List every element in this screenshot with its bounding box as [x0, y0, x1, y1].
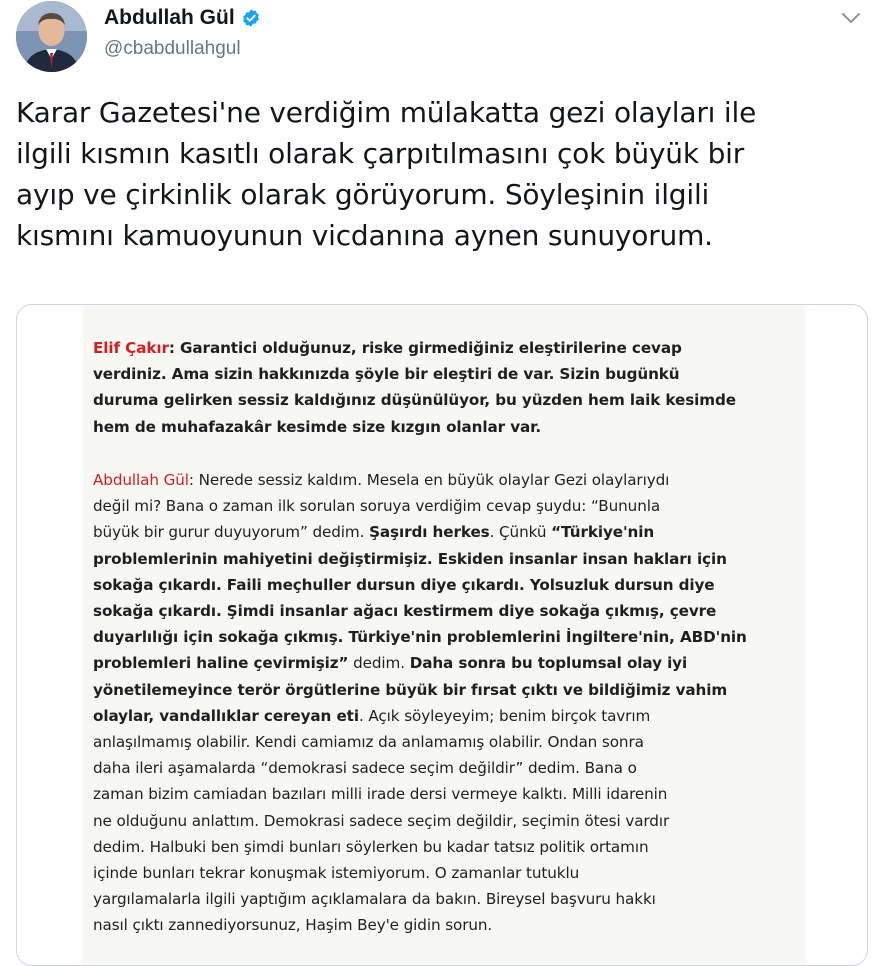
paragraph-line: sokağa çıkardı. Şimdi insanlar ağacı kestirmem diye sokağa çıkmış, çevre: [93, 602, 717, 621]
paragraph-line: Şaşırdı herkes: [369, 523, 490, 542]
paragraph-line: dedim. Halbuki ben şimdi bunları söylerken bu kadar tatsız politik ortamın: [93, 837, 649, 856]
attached-image-card[interactable]: [16, 304, 868, 966]
paragraph-line: içinde bunları tekrar konuşmak istemiyorum. O zamanlar tutuklu: [93, 864, 580, 883]
tweet-text-line: Karar Gazetesi'ne verdiğim mülakatta gezi olayları ile: [16, 96, 757, 129]
tweet-text: [16, 92, 866, 256]
user-handle[interactable]: @cbabdullahgul: [104, 38, 241, 59]
paragraph-line: “Türkiye'nin: [551, 523, 655, 542]
paragraph-line: daha ileri aşamalarda “demokrasi sadece seçim değildir” dedim. Bana o: [93, 759, 637, 778]
paragraph-line: : Garantici olduğunuz, riske girmediğiniz eleştirilerine cevap: [168, 339, 682, 357]
paragraph-line: değil mi? Bana o zaman ilk sorulan soruya verdiğim cevap şuydu: “Bununla: [93, 497, 661, 516]
chevron-down-icon[interactable]: [840, 10, 862, 26]
paragraph-line: duyarlılığı için sokağa çıkmış. Türkiye'nin problemlerini İngiltere'nin, ABD'nin: [93, 628, 747, 647]
paragraph-line: Daha sonra bu toplumsal olay iyi: [409, 654, 688, 673]
paragraph-line: . Açık söyleyeyim; benim birçok tavrım: [358, 706, 651, 725]
answer-paragraph: [93, 467, 793, 939]
paragraph-line: problemleri haline çevirmişiz”: [93, 654, 349, 673]
speaker-label: Elif Çakır: [93, 339, 169, 357]
paragraph-line: nasıl çıktı zannediyorsunuz, Haşim Bey'e gidin sorun.: [93, 916, 493, 935]
display-name[interactable]: [104, 6, 261, 30]
paragraph-line: sokağa çıkardı. Faili meçhuller dursun diye çıkardı. Yolsuzluk dursun diye: [93, 575, 715, 594]
tweet-text-line: kısmını kamuoyunun vicdanına aynen sunuyorum.: [16, 219, 713, 252]
paragraph-line: yönetilemeyince terör örgütlerine büyük bir fırsat çıktı ve bildiğimiz vahim: [93, 680, 728, 699]
paragraph-line: yargılamalarla ilgili yaptığım açıklamalara da bakın. Bireysel başvuru hakkı: [93, 890, 656, 909]
paragraph-line: problemlerinin mahiyetini değiştirmişiz. Eskiden insanlar insan hakları için: [93, 549, 727, 568]
tweet-text-line: ilgili kısmın kasıtlı olarak çarpıtılmasını çok büyük bir: [16, 137, 745, 170]
tweet-text-line: ayıp ve çirkinlik olarak görüyorum. Söyleşinin ilgili: [16, 178, 710, 211]
verified-badge-icon: [241, 8, 261, 28]
paragraph-line: duruma gelirken sessiz kaldığınız düşünülüyor, bu yüzden hem laik kesimde: [93, 391, 736, 410]
paragraph-line: olaylar, vandallıklar cereyan eti: [93, 706, 359, 725]
display-name-text[interactable]: Abdullah Gül: [104, 6, 235, 29]
speaker-label: Abdullah Gül: [93, 471, 189, 489]
avatar[interactable]: [16, 1, 87, 72]
paragraph-line: verdiniz. Ama sizin hakkınızda şöyle bir eleştiri de var. Sizin bugünkü: [93, 365, 680, 384]
paragraph-line: ne olduğunu anlattım. Demokrasi sadece seçim değildir, seçimin ötesi vardır: [93, 811, 670, 830]
paragraph-line: büyük bir gurur duyuyorum” dedim.: [93, 523, 370, 542]
question-paragraph: [93, 335, 793, 440]
paragraph-line: hem de muhafazakâr kesimde size kızgın olanlar var.: [93, 417, 542, 436]
paragraph-line: zaman bizim camiadan bazıları milli irade dersi vermeye kalktı. Milli idarenin: [93, 785, 668, 804]
paragraph-line: dedim.: [348, 654, 410, 673]
paragraph-line: anlaşılmamış olabilir. Kendi camiamız da anlamamış olabilir. Ondan sonra: [93, 733, 644, 752]
paragraph-line: : Nerede sessiz kaldım. Mesela en büyük olaylar Gezi olaylarıydı: [188, 471, 670, 489]
article-screenshot[interactable]: [83, 305, 805, 965]
paragraph-line: . Çünkü: [489, 523, 552, 542]
